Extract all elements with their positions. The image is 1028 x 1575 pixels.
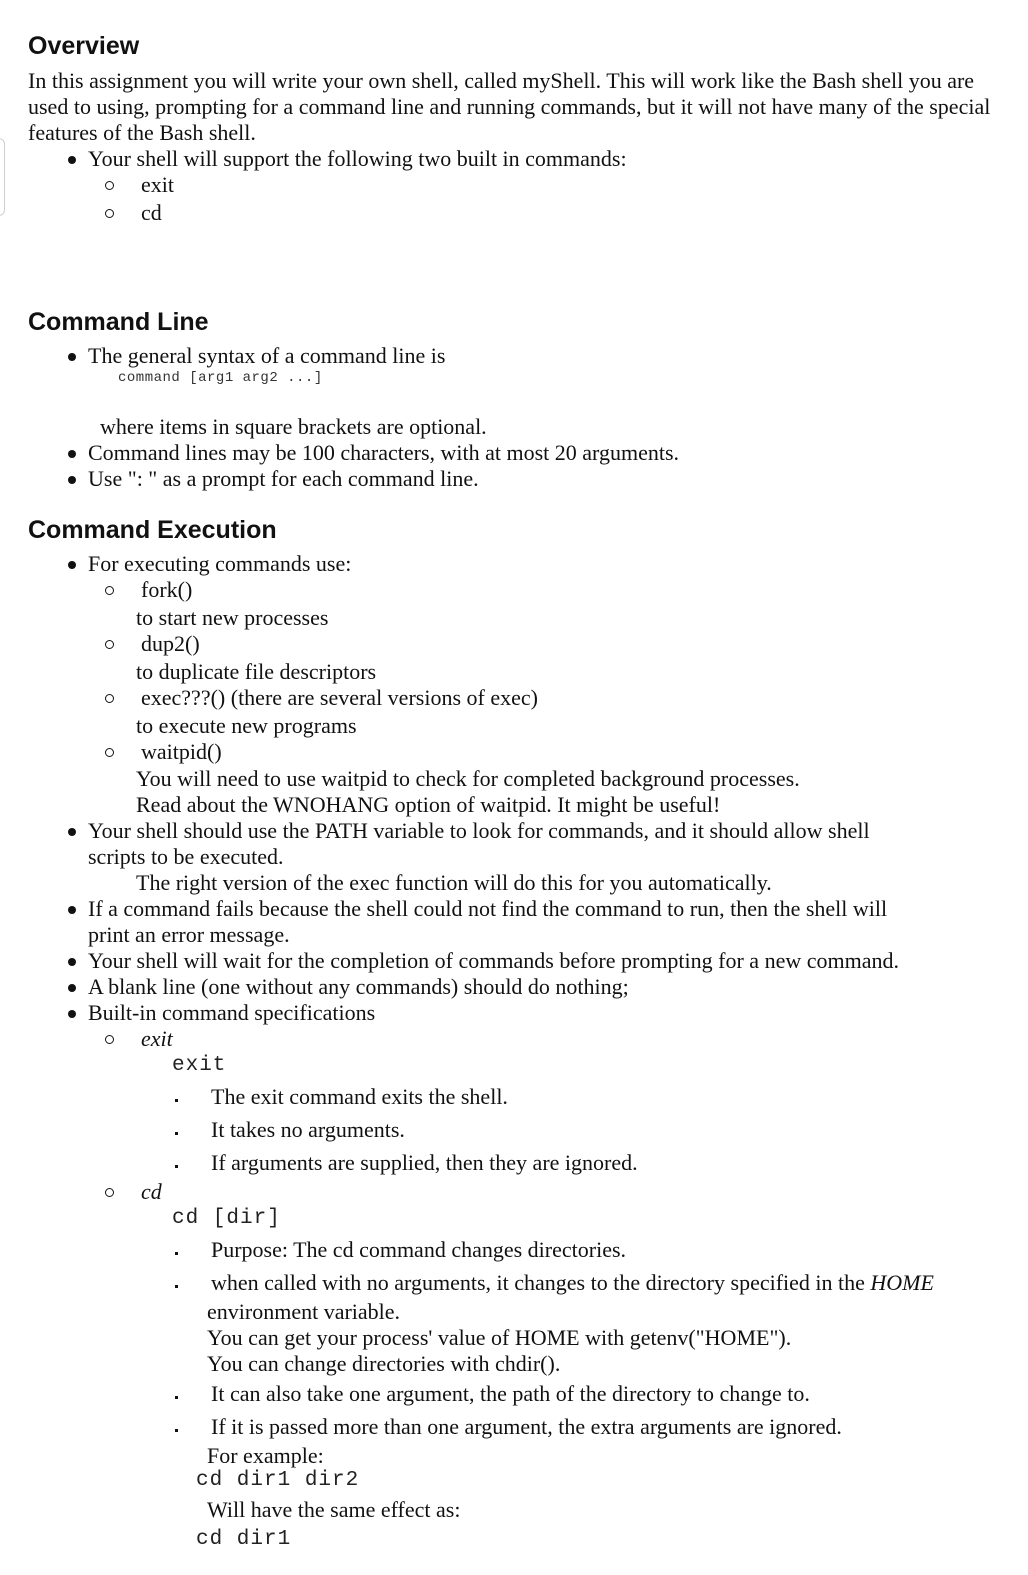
bullet-path-cont: scripts to be executed. — [88, 844, 284, 869]
home-var: HOME — [870, 1270, 934, 1295]
waitpid-desc-2: Read about the WNOHANG option of waitpid. It might be useful! — [136, 792, 721, 817]
exit-spec-item: It takes no arguments. — [211, 1117, 405, 1142]
overview-intro: In this assignment you will write your own shell, called myShell. This will work like the Bash shell you are used to using, prompting for a command line and running commands, but it will not have many of the special features of the Bash shell. — [28, 68, 991, 145]
bullet-builtins: Your shell will support the following two built in commands: — [88, 146, 627, 171]
exec-item: exec???() (there are several versions of exec) — [141, 685, 538, 710]
cd-spec-item: It can also take one argument, the path of the directory to change to. — [211, 1381, 810, 1406]
cd-getenv-text: You can get your process' value of HOME with getenv("HOME"). — [207, 1325, 792, 1350]
bullet-syntax: The general syntax of a command line is — [88, 343, 446, 368]
example-code-2: cd dir1 — [196, 1528, 292, 1551]
fork-item: fork() — [141, 577, 193, 602]
exit-spec-item: If arguments are supplied, then they are ignored. — [211, 1150, 638, 1175]
same-effect-label: Will have the same effect as: — [207, 1497, 461, 1522]
builtin-cd: cd — [141, 200, 162, 225]
cd-chdir-text: You can change directories with chdir(). — [207, 1351, 561, 1376]
exit-spec-code: exit — [172, 1054, 227, 1077]
command-line-heading: Command Line — [28, 308, 209, 336]
bullet-builtin-spec: Built-in command specifications — [88, 1000, 376, 1025]
exit-spec-item: The exit command exits the shell. — [211, 1084, 508, 1109]
builtin-exit: exit — [141, 172, 174, 197]
fork-desc: to start new processes — [136, 605, 329, 630]
command-execution-heading: Command Execution — [28, 516, 277, 544]
example-label: For example: — [207, 1443, 324, 1468]
overview-heading: Overview — [28, 32, 140, 60]
cd-spec-code: cd [dir] — [172, 1207, 281, 1230]
path-note: The right version of the exec function will do this for you automatically. — [136, 870, 772, 895]
waitpid-desc-1: You will need to use waitpid to check for completed background processes. — [136, 766, 800, 791]
cd-spec-item-no-args — [211, 1270, 934, 1296]
waitpid-item: waitpid() — [141, 739, 222, 764]
page-edge-tab — [0, 138, 5, 216]
bullet-limits: Command lines may be 100 characters, with at most 20 arguments. — [88, 440, 680, 465]
cd-no-args-text: when called with no arguments, it changes to the directory specified in the — [211, 1270, 865, 1295]
exec-desc: to execute new programs — [136, 713, 357, 738]
bullet-blank: A blank line (one without any commands) should do nothing; — [88, 974, 629, 999]
cd-env-var-text: environment variable. — [207, 1299, 401, 1324]
cd-spec-item: If it is passed more than one argument, the extra arguments are ignored. — [211, 1414, 842, 1439]
cd-spec-item: Purpose: The cd command changes directories. — [211, 1237, 627, 1262]
exit-spec-title: exit — [141, 1026, 173, 1051]
bullet-prompt: Use ": " as a prompt for each command line. — [88, 466, 479, 491]
syntax-code: command [arg1 arg2 ...] — [118, 370, 323, 386]
bullet-fail: If a command fails because the shell could not find the command to run, then the shell will — [88, 896, 888, 921]
example-code-1: cd dir1 dir2 — [196, 1469, 360, 1492]
bullet-wait: Your shell will wait for the completion of commands before prompting for a new command. — [88, 948, 899, 973]
bullet-executing: For executing commands use: — [88, 551, 352, 576]
bullet-path: Your shell should use the PATH variable to look for commands, and it should allow shell — [88, 818, 870, 843]
dup2-item: dup2() — [141, 631, 200, 656]
syntax-note: where items in square brackets are optional. — [100, 414, 487, 439]
bullet-fail-cont: print an error message. — [88, 922, 290, 947]
cd-spec-title: cd — [141, 1179, 162, 1204]
dup2-desc: to duplicate file descriptors — [136, 659, 377, 684]
